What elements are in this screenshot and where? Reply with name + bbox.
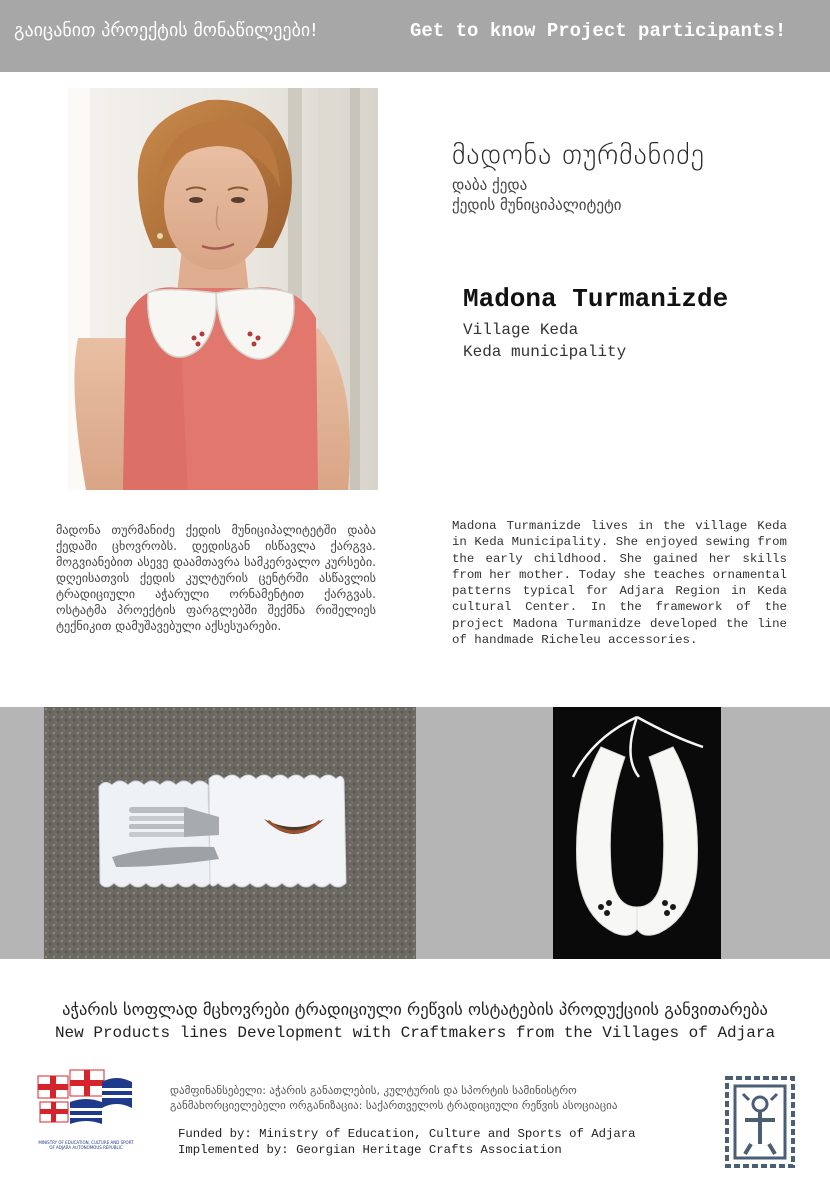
bio-english: Madona Turmanizde lives in the village Keda in Keda Municipality. She enjoyed sewing from the early childhood. She gained her skills from her mother. Today she teaches ornamental patterns typical for Adjara Region in Keda cultural Center. In the framework of the project Madona Turmanidze developed the line of handmade Richeleu accessories. bbox=[452, 519, 787, 648]
header-title-georgian: გაიცანით პროექტის მონაწილეები! bbox=[14, 20, 318, 41]
embroidered-collar-photo bbox=[553, 707, 721, 959]
implemented-by-english: Implemented by: Georgian Heritage Crafts Association bbox=[178, 1143, 562, 1157]
ministry-logo bbox=[36, 1068, 136, 1168]
participant-municipality-english: Keda municipality bbox=[463, 343, 627, 361]
participant-name-english: Madona Turmanizde bbox=[463, 284, 729, 314]
implemented-by-georgian: განმახორციელებელი ორგანიზაცია: საქართველოს ტრადიციული რეწვის ასოციაცია bbox=[170, 1099, 618, 1112]
participant-portrait bbox=[68, 88, 378, 490]
participant-municipality-georgian: ქედის მუნიციპალიტეტი bbox=[452, 196, 622, 214]
funded-by-english: Funded by: Ministry of Education, Culture and Sports of Adjara bbox=[178, 1127, 636, 1141]
cutlery-holder-photo bbox=[44, 707, 416, 959]
header-title-english: Get to know Project participants! bbox=[410, 20, 787, 42]
project-title-georgian: აჭარის სოფლად მცხოვრები ტრადიციული რეწვის ოსტატების პროდუქციის განვითარება bbox=[62, 1000, 768, 1019]
association-logo bbox=[721, 1074, 799, 1170]
participant-village-georgian: დაბა ქედა bbox=[452, 176, 528, 194]
bio-georgian: მადონა თურმანიძე ქედის მუნიციპალიტეტში დაბა ქედაში ცხოვრობს. დედისგან ისწავლა ქარგვა. მოგვიანებით ასევე დაამთავრა სამკერვალო კურსები. დღეისათვის ქედის კულტურის ცენტრში ასწავლის ტრადიციული აჭარული ორნამენტით ქარგვას. ოსტატმა პროექტის ფარგლებში შექმნა რიშელიეს ტექნიკით დამუშავებული აქსესუარები. bbox=[56, 523, 376, 633]
header-banner bbox=[0, 0, 830, 72]
funding-credits-georgian bbox=[170, 1083, 617, 1113]
participant-village-english: Village Keda bbox=[463, 321, 579, 339]
project-title-english: New Products lines Development with Craftmakers from the Villages of Adjara bbox=[54, 1024, 776, 1042]
ministry-logo-caption: MINISTRY OF EDUCATION, CULTURE AND SPORT OF ADJARA AUTONOMOUS REPUBLIC bbox=[38, 1140, 134, 1150]
participant-name-georgian: მადონა თურმანიძე bbox=[452, 138, 706, 171]
funding-credits-english bbox=[178, 1126, 636, 1158]
funded-by-georgian: დამფინანსებელი: აჭარის განათლების, კულტურის და სპორტის სამინისტრო bbox=[170, 1084, 577, 1097]
